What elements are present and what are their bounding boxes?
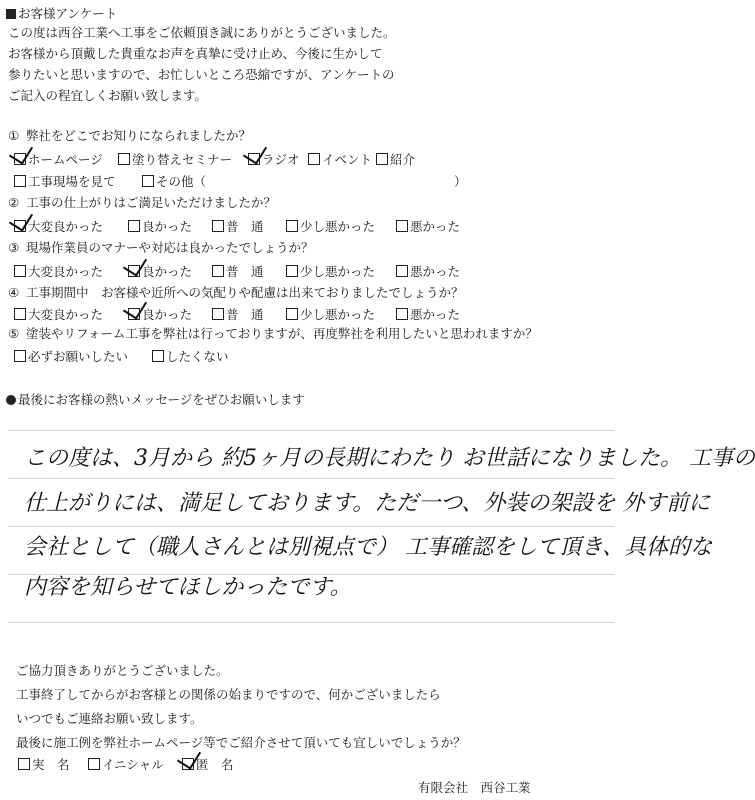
closing-line-3: いつでもご連絡お願い致します。 bbox=[16, 711, 203, 726]
closing-line-2: 工事終了してからがお客様との関係の始まりですので、何かございましたら bbox=[16, 687, 441, 702]
question-4: ④ 工事期間中 お客様や近所への気配りや配慮は出来ておりましたでしょうか？ bbox=[8, 285, 464, 300]
checkbox-icon[interactable] bbox=[396, 265, 408, 277]
q4-option-average[interactable]: 普 通 bbox=[212, 307, 264, 323]
closing-line-1: ご協力頂きありがとうございました。 bbox=[16, 663, 229, 678]
q3-option-average[interactable]: 普 通 bbox=[212, 264, 264, 280]
q3-option-very-good[interactable]: 大変良かった bbox=[14, 264, 103, 280]
company-name: 有限会社 西谷工業 bbox=[418, 780, 531, 795]
q4-option-good[interactable]: 良かった bbox=[128, 307, 192, 323]
question-2: ② 工事の仕上がりはご満足いただけましたか？ bbox=[8, 195, 277, 210]
option-real-name[interactable]: 実 名 bbox=[18, 757, 70, 773]
checkbox-icon[interactable] bbox=[152, 350, 164, 362]
handwritten-message-line-1: この度は、3月から 約5ヶ月の長期にわたり お世話になりました。 工事の bbox=[24, 446, 755, 471]
q3-option-good[interactable]: 良かった bbox=[128, 264, 192, 280]
q4-option-bad[interactable]: 悪かった bbox=[396, 307, 460, 323]
question-1: ① 弊社をどこでお知りになられましたか？ bbox=[8, 128, 252, 143]
question-5: ⑤ 塗装やリフォーム工事を弊社は行っておりますが、再度弊社を利用したいと思われますか？ bbox=[8, 326, 538, 341]
checkbox-icon[interactable] bbox=[286, 220, 298, 232]
intro-line-1: この度は西谷工業へ工事をご依頼頂き誠にありがとうございました。 bbox=[8, 25, 396, 40]
q3-option-bad[interactable]: 悪かった bbox=[396, 264, 460, 280]
checkbox-icon[interactable] bbox=[376, 153, 388, 165]
checkbox-icon[interactable] bbox=[14, 308, 26, 320]
checkbox-icon[interactable] bbox=[182, 758, 194, 770]
q3-option-slightly-bad[interactable]: 少し悪かった bbox=[286, 264, 375, 280]
q5-option-no[interactable]: したくない bbox=[152, 349, 229, 365]
q1-option-radio[interactable]: ラジオ bbox=[248, 152, 300, 168]
checkbox-icon[interactable] bbox=[88, 758, 100, 770]
handwritten-message-line-2: 仕上がりには、満足しております。ただ一つ、外装の架設を 外す前に bbox=[24, 491, 711, 516]
checkbox-icon[interactable] bbox=[286, 308, 298, 320]
checkbox-icon[interactable] bbox=[396, 220, 408, 232]
q1-option-event[interactable]: イベント bbox=[308, 152, 372, 168]
q1-option-site[interactable]: 工事現場を見て bbox=[14, 174, 116, 190]
handwritten-message-line-4: 内容を知らせてほしかったです。 bbox=[24, 575, 352, 600]
q2-option-very-good[interactable]: 大変良かった bbox=[14, 219, 103, 235]
q2-option-good[interactable]: 良かった bbox=[128, 219, 192, 235]
intro-line-3: 参りたいと思いますので、お忙しいところ恐縮ですが、アンケートの bbox=[8, 67, 395, 82]
option-anonymous[interactable]: 匿 名 bbox=[182, 757, 234, 773]
checkbox-icon[interactable] bbox=[14, 175, 26, 187]
checkbox-icon[interactable] bbox=[14, 153, 26, 165]
checkbox-icon[interactable] bbox=[128, 220, 140, 232]
q1-option-other[interactable]: その他（ bbox=[142, 174, 206, 190]
checkbox-icon[interactable] bbox=[142, 175, 154, 187]
q2-option-average[interactable]: 普 通 bbox=[212, 219, 264, 235]
square-bullet-icon bbox=[6, 9, 16, 19]
intro-line-4: ご記入の程宜しくお願い致します。 bbox=[8, 88, 208, 103]
checkbox-icon[interactable] bbox=[128, 265, 140, 277]
q1-option-homepage[interactable]: ホームページ bbox=[14, 152, 103, 168]
checkbox-icon[interactable] bbox=[248, 153, 260, 165]
survey-title: お客様アンケート bbox=[6, 4, 117, 22]
checkbox-icon[interactable] bbox=[396, 308, 408, 320]
q4-option-slightly-bad[interactable]: 少し悪かった bbox=[286, 307, 375, 323]
checkbox-icon[interactable] bbox=[212, 220, 224, 232]
q1-option-seminar[interactable]: 塗り替えセミナー bbox=[118, 152, 232, 168]
checkbox-icon[interactable] bbox=[14, 265, 26, 277]
writing-line bbox=[8, 622, 614, 623]
checkbox-icon[interactable] bbox=[118, 153, 130, 165]
q5-option-definitely[interactable]: 必ずお願いしたい bbox=[14, 349, 128, 365]
q2-option-slightly-bad[interactable]: 少し悪かった bbox=[286, 219, 375, 235]
checkbox-icon[interactable] bbox=[212, 308, 224, 320]
handwritten-message-line-3: 会社として（職人さんとは別視点で） 工事確認をして頂き、具体的な bbox=[24, 535, 713, 560]
checkbox-icon[interactable] bbox=[212, 265, 224, 277]
closing-line-4: 最後に施工例を弊社ホームページ等でご紹介させて頂いても宜しいでしょうか？ bbox=[16, 735, 466, 750]
q2-option-bad[interactable]: 悪かった bbox=[396, 219, 460, 235]
checkbox-icon[interactable] bbox=[286, 265, 298, 277]
question-3: ③ 現場作業員のマナーや対応は良かったでしょうか？ bbox=[8, 240, 314, 255]
circle-bullet-icon bbox=[6, 395, 16, 405]
q1-option-referral[interactable]: 紹介 bbox=[376, 152, 415, 168]
checkbox-icon[interactable] bbox=[14, 350, 26, 362]
checkbox-icon[interactable] bbox=[308, 153, 320, 165]
checkbox-icon[interactable] bbox=[128, 308, 140, 320]
writing-line bbox=[8, 430, 614, 431]
option-initials[interactable]: イニシャル bbox=[88, 757, 164, 773]
q1-option-other-close: ） bbox=[454, 174, 467, 189]
message-section-title: 最後にお客様の熱いメッセージをぜひお願いします bbox=[6, 390, 305, 408]
q4-option-very-good[interactable]: 大変良かった bbox=[14, 307, 103, 323]
writing-line bbox=[8, 526, 614, 527]
writing-line bbox=[8, 478, 614, 479]
checkbox-icon[interactable] bbox=[18, 758, 30, 770]
checkbox-icon[interactable] bbox=[14, 220, 26, 232]
intro-line-2: お客様から頂戴した貴重なお声を真摯に受け止め、今後に生かして bbox=[8, 46, 383, 61]
